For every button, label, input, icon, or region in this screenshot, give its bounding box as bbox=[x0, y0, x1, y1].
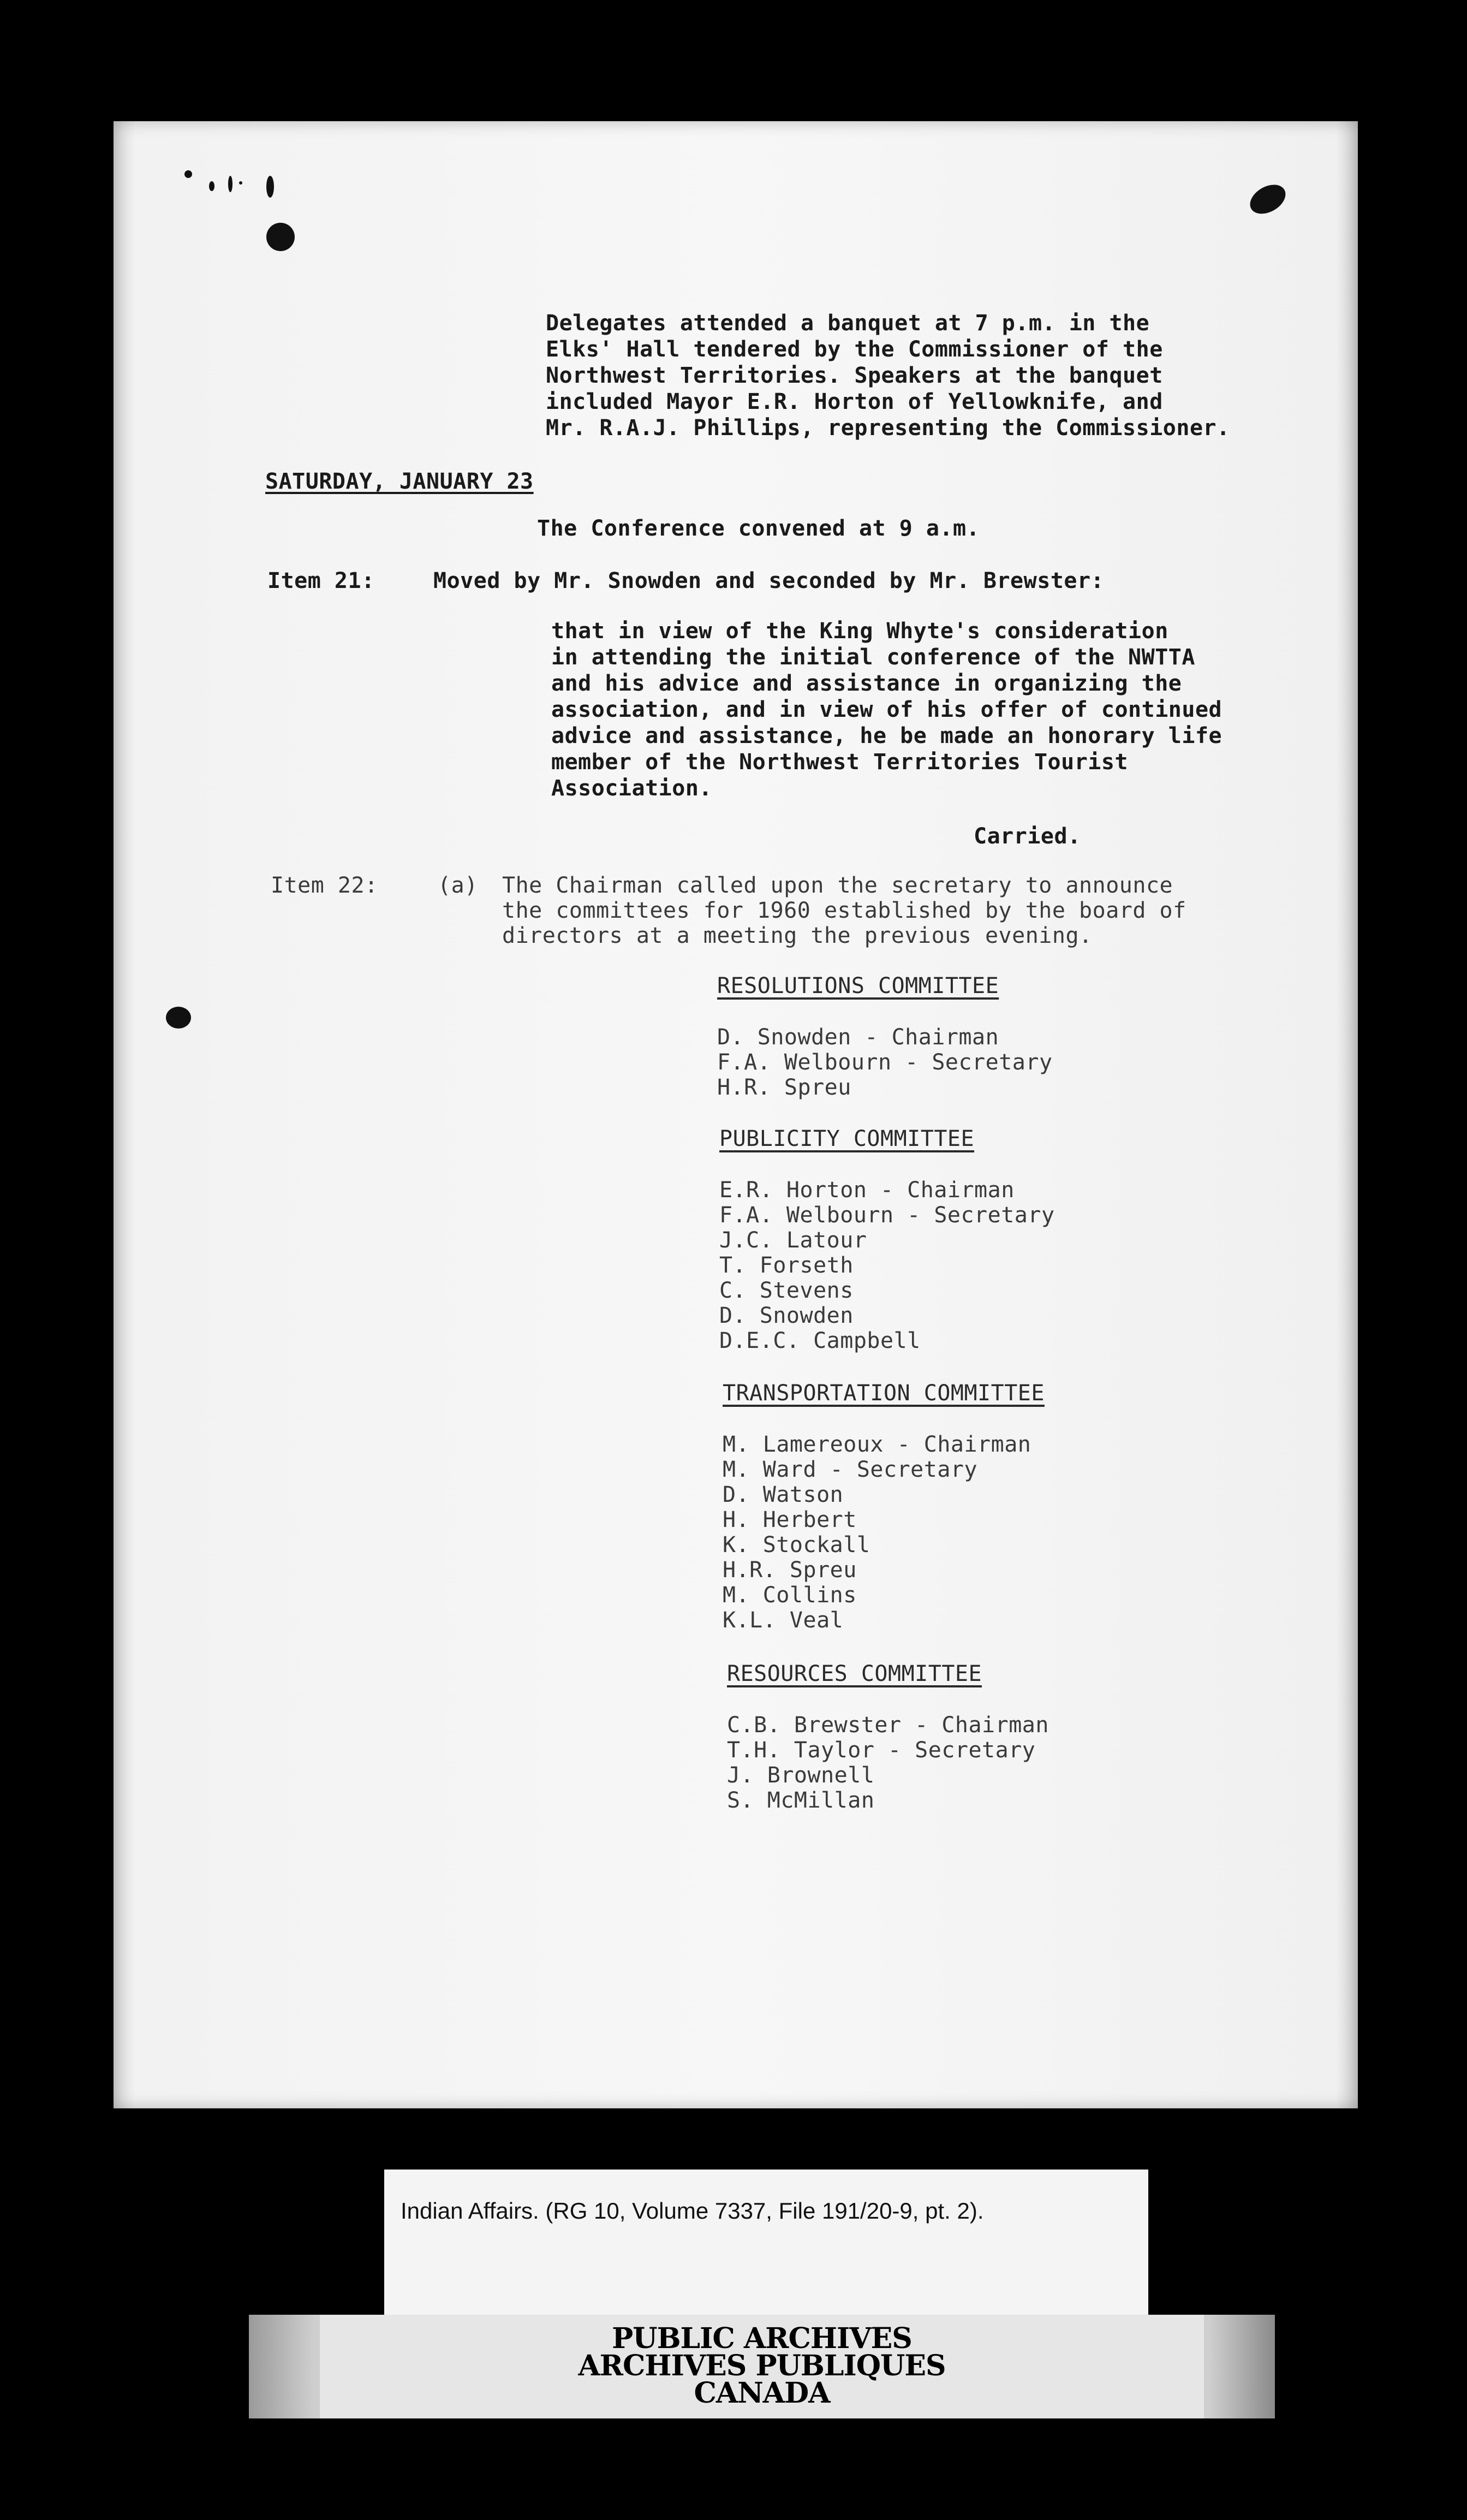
committee-member: H.R. Spreu bbox=[723, 1558, 857, 1583]
archive-label-text: Indian Affairs. (RG 10, Volume 7337, File 191/20-9, pt. 2). bbox=[401, 2198, 984, 2224]
item21-resolution-7: Association. bbox=[551, 776, 712, 801]
committee-member: J.C. Latour bbox=[719, 1228, 867, 1253]
scan-speck bbox=[239, 181, 242, 185]
committee-member: D. Snowden bbox=[719, 1303, 854, 1328]
stamp-line-2: ARCHIVES PUBLIQUES bbox=[578, 2349, 946, 2382]
archive-stamp bbox=[320, 2315, 1204, 2418]
stamp-line-3: CANADA bbox=[694, 2376, 830, 2410]
stamp-line-1: PUBLIC ARCHIVES bbox=[612, 2322, 912, 2355]
item21-label: Item 21: bbox=[267, 568, 375, 593]
item22-label: Item 22: bbox=[271, 873, 378, 898]
banquet-line-2: Elks' Hall tendered by the Commissioner of the bbox=[546, 337, 1163, 362]
committee-member: K. Stockall bbox=[723, 1532, 870, 1558]
archive-stamp-bar bbox=[249, 2315, 1275, 2418]
committee-member: S. McMillan bbox=[727, 1788, 875, 1813]
committee-member: D.E.C. Campbell bbox=[719, 1328, 921, 1353]
transportation-committee-title: TRANSPORTATION COMMITTEE bbox=[723, 1381, 1045, 1406]
date-heading: SATURDAY, JANUARY 23 bbox=[265, 469, 534, 494]
item21-resolution-6: member of the Northwest Territories Tourist bbox=[551, 750, 1129, 775]
document-page bbox=[114, 121, 1358, 2108]
committee-member: K.L. Veal bbox=[723, 1608, 844, 1633]
committee-member: F.A. Welbourn - Secretary bbox=[719, 1203, 1055, 1228]
scan-speck bbox=[166, 1007, 191, 1029]
item21-resolution-3: and his advice and assistance in organizing the bbox=[551, 671, 1182, 696]
item21-resolution-4: association, and in view of his offer of continued bbox=[551, 697, 1222, 722]
archive-label-card bbox=[384, 2170, 1148, 2315]
banquet-line-4: included Mayor E.R. Horton of Yellowknife, and bbox=[546, 389, 1163, 414]
convened-line: The Conference convened at 9 a.m. bbox=[537, 516, 980, 541]
item22-text-3: directors at a meeting the previous evening. bbox=[502, 923, 1093, 948]
committee-member: F.A. Welbourn - Secretary bbox=[717, 1050, 1053, 1075]
scan-speck bbox=[209, 181, 214, 191]
committee-member: E.R. Horton - Chairman bbox=[719, 1178, 1015, 1203]
item21-motion: Moved by Mr. Snowden and seconded by Mr. Brewster: bbox=[433, 568, 1105, 593]
committee-member: D. Snowden - Chairman bbox=[717, 1025, 999, 1050]
scan-speck bbox=[1245, 179, 1291, 220]
item22-text-1: The Chairman called upon the secretary to announce bbox=[502, 873, 1173, 898]
item22-sub: (a) bbox=[438, 873, 478, 898]
publicity-committee-title: PUBLICITY COMMITTEE bbox=[719, 1126, 975, 1151]
banquet-line-3: Northwest Territories. Speakers at the banquet bbox=[546, 363, 1163, 388]
committee-member: M. Ward - Secretary bbox=[723, 1457, 978, 1482]
item21-resolution-2: in attending the initial conference of the NWTTA bbox=[551, 645, 1195, 670]
committee-member: J. Brownell bbox=[727, 1763, 875, 1788]
banquet-line-1: Delegates attended a banquet at 7 p.m. in the bbox=[546, 311, 1150, 336]
committee-member: D. Watson bbox=[723, 1482, 844, 1507]
scan-speck bbox=[228, 176, 232, 192]
scan-speck bbox=[266, 223, 295, 251]
committee-member: C. Stevens bbox=[719, 1278, 854, 1303]
item21-resolution-5: advice and assistance, he be made an honorary life bbox=[551, 723, 1222, 748]
committee-member: T. Forseth bbox=[719, 1253, 854, 1278]
scan-speck bbox=[266, 176, 274, 198]
resources-committee-title: RESOURCES COMMITTEE bbox=[727, 1661, 982, 1686]
committee-member: M. Collins bbox=[723, 1583, 857, 1608]
committee-member: H.R. Spreu bbox=[717, 1075, 851, 1100]
committee-member: H. Herbert bbox=[723, 1507, 857, 1532]
committee-member: C.B. Brewster - Chairman bbox=[727, 1713, 1049, 1738]
committee-member: T.H. Taylor - Secretary bbox=[727, 1738, 1036, 1763]
item21-resolution-1: that in view of the King Whyte's consideration bbox=[551, 619, 1168, 644]
item22-text-2: the committees for 1960 established by the board of bbox=[502, 898, 1186, 923]
banquet-line-5: Mr. R.A.J. Phillips, representing the Commissioner. bbox=[546, 415, 1230, 441]
item21-result: Carried. bbox=[974, 824, 1081, 849]
scan-speck bbox=[184, 170, 192, 178]
committee-member: M. Lamereoux - Chairman bbox=[723, 1432, 1031, 1457]
resolutions-committee-title: RESOLUTIONS COMMITTEE bbox=[717, 973, 999, 999]
